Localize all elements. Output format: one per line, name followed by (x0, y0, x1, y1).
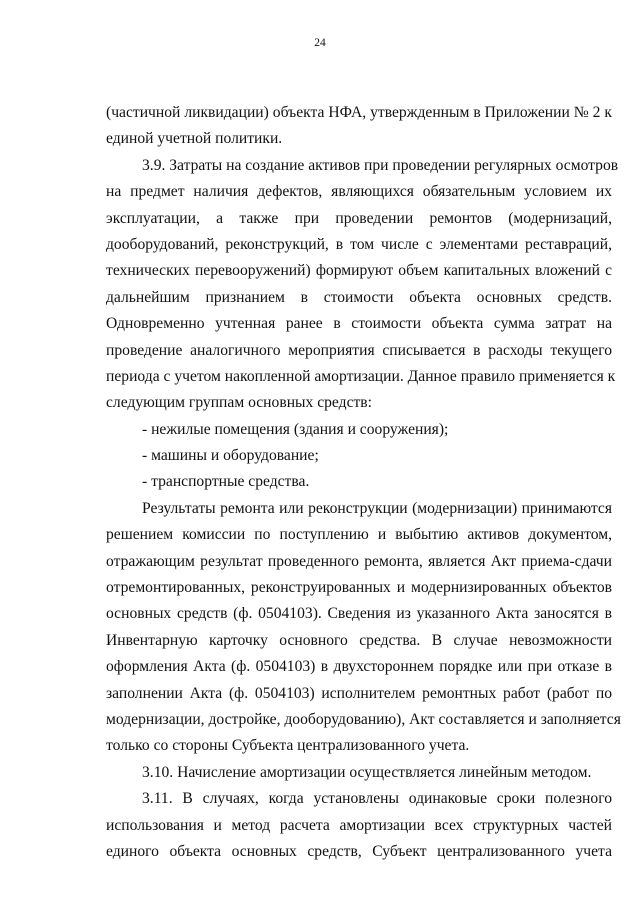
text-line: дооборудований, реконструкций, в том числе с элементами реставраций, (106, 235, 612, 253)
page-number: 24 (314, 37, 326, 49)
text-line: использования и метод расчета амортизации всех структурных частей (106, 816, 612, 834)
paragraph-3-10 (106, 760, 612, 786)
paragraph-3-9 (106, 153, 619, 417)
text-line: Одновременно учтенная ранее в стоимости объекта сумма затрат на (106, 315, 612, 333)
text-line: на предмет наличия дефектов, являющихся обязательным условием их (106, 183, 612, 201)
text-line: оформления Акта (ф. 0504103) в двухстороннем порядке или при отказе в (106, 658, 612, 676)
text-line: решением комиссии по поступлению и выбытию активов документом, (106, 526, 612, 544)
text-line: дальнейшим признанием в стоимости объекта основных средств. (106, 288, 612, 306)
text-line: заполнении Акта (ф. 0504103) исполнителем ремонтных работ (работ по (106, 684, 612, 702)
page-content (106, 100, 621, 865)
text-line: основных средств (ф. 0504103). Сведения из указанного Акта заносятся в (106, 605, 612, 623)
text-line: эксплуатации, а также при проведении ремонтов (модернизаций, (106, 209, 612, 227)
text-line: отражающим результат проведенного ремонта, является Акт приема-сдачи (106, 552, 612, 570)
text-line: (частичной ликвидации) объекта НФА, утвержденным в Приложении № 2 к (106, 104, 612, 121)
list-item: - транспортные средства. (142, 473, 310, 491)
text-line: периода с учетом накопленной амортизации. Данное правило применяется к (106, 367, 616, 385)
list-item: - нежилые помещения (здания и сооружения); (142, 420, 449, 438)
text-line: проведение аналогичного мероприятия списывается в расходы текущего (106, 341, 612, 359)
text-line: отремонтированных, реконструированных и модернизированных объектов (106, 579, 612, 597)
text-line: единой учетной политики. (106, 130, 283, 148)
asset-group-list (106, 417, 612, 496)
text-line: Инвентарную карточку основного средства. В случае невозможности (106, 631, 612, 649)
text-line: технических перевооружений) формируют объем капитальных вложений с (106, 262, 612, 280)
paragraph-3-11 (106, 786, 612, 865)
paragraph-repair-results (106, 496, 621, 760)
text-line: модернизации, достройке, дооборудованию), Акт составляется и заполняется (106, 710, 621, 728)
list-item: - машины и оборудование; (142, 447, 319, 465)
paragraph (106, 100, 612, 153)
text-line: единого объекта основных средств, Субъект централизованного учета (106, 842, 612, 860)
text-line: Результаты ремонта или реконструкции (модернизации) принимаются (142, 499, 612, 517)
text-line: 3.9. Затраты на создание активов при проведении регулярных осмотров (142, 156, 619, 174)
text-line: только со стороны Субъекта централизованного учета. (106, 737, 470, 755)
text-line: следующим группам основных средств: (106, 394, 373, 412)
text-line: 3.11. В случаях, когда установлены одинаковые сроки полезного (142, 790, 612, 808)
text-line: 3.10. Начисление амортизации осуществляется линейным методом. (142, 763, 592, 781)
